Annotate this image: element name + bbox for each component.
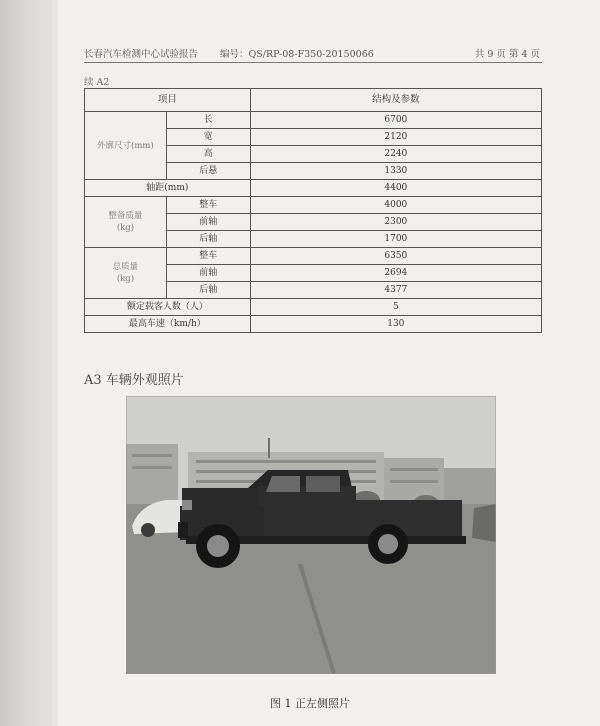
row-name: 高 xyxy=(166,146,250,163)
truck-headlight xyxy=(182,500,192,510)
table-row xyxy=(85,316,542,333)
table-row xyxy=(85,299,542,316)
chimney xyxy=(268,438,270,458)
row-value: 4000 xyxy=(250,197,541,214)
wheelbase-label: 轴距(mm) xyxy=(85,180,251,197)
row-value: 2240 xyxy=(250,146,541,163)
header-org: 长春汽车检测中心试验报告 xyxy=(84,49,199,60)
scan-edge xyxy=(0,0,52,726)
row-name: 整车 xyxy=(166,197,250,214)
passengers-value: 5 xyxy=(250,299,541,316)
vehicle-left-side-photo xyxy=(126,396,496,674)
row-value: 1330 xyxy=(250,163,541,180)
truck-hood xyxy=(182,488,260,508)
page-header xyxy=(84,46,542,63)
table-row xyxy=(85,112,542,129)
dimensions-group-label: 外廓尺寸(mm) xyxy=(85,112,167,180)
row-value: 1700 xyxy=(250,231,541,248)
row-name: 后轴 xyxy=(166,231,250,248)
row-name: 前轴 xyxy=(166,214,250,231)
row-value: 6700 xyxy=(250,112,541,129)
continued-label: 续 A2 xyxy=(84,77,110,88)
table-header-row xyxy=(85,89,542,112)
col-item-header: 项目 xyxy=(85,89,251,112)
total-mass-group-label xyxy=(85,248,167,299)
figure-caption: 图 1 正左侧照片 xyxy=(270,697,350,710)
rear-wheel-rim xyxy=(378,534,398,554)
total-mass-unit: (kg) xyxy=(116,274,135,284)
row-value: 6350 xyxy=(250,248,541,265)
truck-bumper xyxy=(178,522,188,538)
row-name: 后悬 xyxy=(166,163,250,180)
truck-window-front xyxy=(266,476,300,492)
right-car xyxy=(472,504,496,542)
header-page-count: 共 9 页 第 4 页 xyxy=(474,49,540,60)
truck-window-rear xyxy=(306,476,340,492)
table-row xyxy=(85,180,542,197)
col-value-header: 结构及参数 xyxy=(250,89,541,112)
curb-mass-group-label xyxy=(85,197,167,248)
front-wheel-rim xyxy=(207,535,229,557)
row-value: 2694 xyxy=(250,265,541,282)
row-name: 前轴 xyxy=(166,265,250,282)
row-value: 2120 xyxy=(250,129,541,146)
truck-cab xyxy=(258,486,356,538)
table-row xyxy=(85,248,542,265)
max-speed-value: 130 xyxy=(250,316,541,333)
white-car-wheel xyxy=(141,523,155,537)
row-name: 宽 xyxy=(166,129,250,146)
max-speed-label: 最高车速（km/h） xyxy=(85,316,251,333)
table-row xyxy=(85,197,542,214)
header-code: 编号：QS/RP-08-F350-20150066 xyxy=(220,49,374,60)
wheelbase-value: 4400 xyxy=(250,180,541,197)
curb-mass-label: 整备质量 xyxy=(108,211,143,221)
passengers-label: 额定载客人数（人） xyxy=(85,299,251,316)
row-value: 2300 xyxy=(250,214,541,231)
spec-table xyxy=(84,88,542,333)
row-name: 整车 xyxy=(166,248,250,265)
row-name: 长 xyxy=(166,112,250,129)
truck-bed xyxy=(354,500,462,536)
section-title: A3 车辆外观照片 xyxy=(84,373,184,388)
curb-mass-unit: (kg) xyxy=(116,223,135,233)
total-mass-label: 总质量 xyxy=(112,262,139,272)
row-value: 4377 xyxy=(250,282,541,299)
row-name: 后轴 xyxy=(166,282,250,299)
